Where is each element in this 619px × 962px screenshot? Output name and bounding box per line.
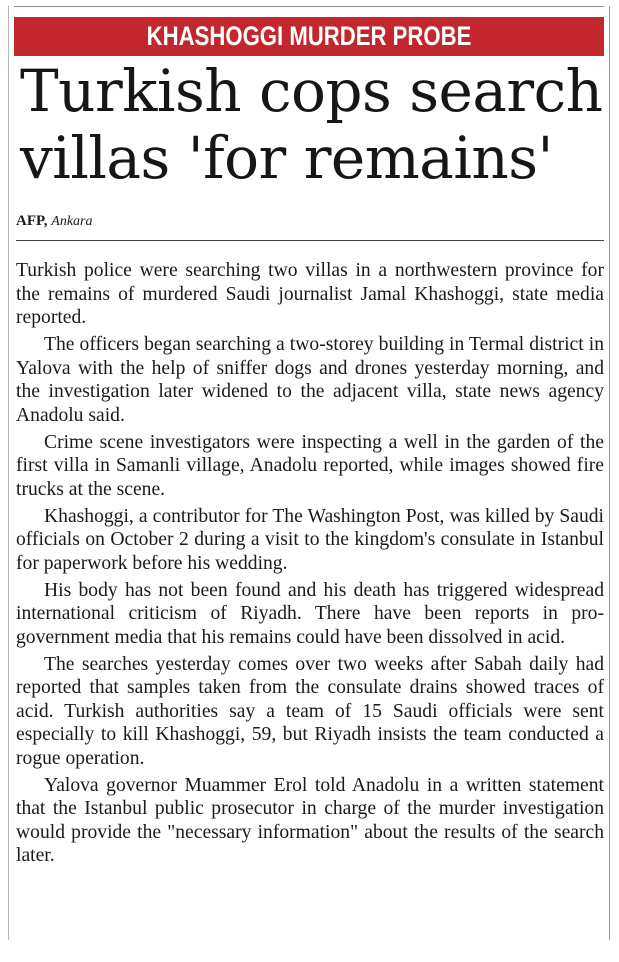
headline-line-1: Turkish cops search — [20, 57, 603, 125]
right-column-rule — [609, 6, 610, 940]
byline-place: Ankara — [51, 214, 93, 229]
headline-line-2: villas 'for remains' — [20, 124, 553, 192]
paragraph-5: His body has not been found and his death has triggered widespread international criticism of Riyadh. There have been reports in pro-government media that his remains could have been dissolved in acid. — [16, 579, 604, 648]
kicker-banner — [14, 17, 604, 56]
byline — [16, 213, 93, 230]
paragraph-1: Turkish police were searching two villas in a northwestern province for the remains of murdered Saudi journalist Jamal Khashoggi, state media reported. — [16, 260, 604, 328]
paragraph-6: The searches yesterday comes over two weeks after Sabah daily had reported that samples taken from the consulate drains showed traces of acid. Turkish authorities say a team of 15 Saudi officials were sent especially to kill Khashoggi, 59, but Riyadh insists the team conducted a rogue operation. — [16, 653, 604, 769]
paragraph-2: The officers began searching a two-storey building in Termal district in Yalova with the help of sniffer dogs and drones yesterday morning, and the investigation later widened to the adjacent villa, state news agency Anadolu said. — [16, 334, 604, 426]
byline-divider — [16, 240, 604, 241]
top-rule — [14, 6, 604, 7]
paragraph-4: Khashoggi, a contributor for The Washington Post, was killed by Saudi officials on October 2 during a visit to the kingdom's consulate in Istanbul for paperwork before his wedding. — [16, 505, 604, 574]
left-column-rule — [8, 6, 9, 940]
paragraph-3: Crime scene investigators were inspecting a well in the garden of the first villa in Samanli village, Anadolu reported, while images showed fire trucks at the scene. — [16, 431, 604, 500]
headline — [20, 58, 605, 192]
article-body — [16, 259, 604, 871]
byline-agency: AFP, — [16, 213, 48, 229]
kicker-text: KHASHOGGI MURDER PROBE — [146, 21, 472, 51]
paragraph-7: Yalova governor Muammer Erol told Anadolu in a written statement that the Istanbul public prosecutor in charge of the murder investigation would provide the "necessary information" about the results of the search later. — [16, 774, 604, 866]
